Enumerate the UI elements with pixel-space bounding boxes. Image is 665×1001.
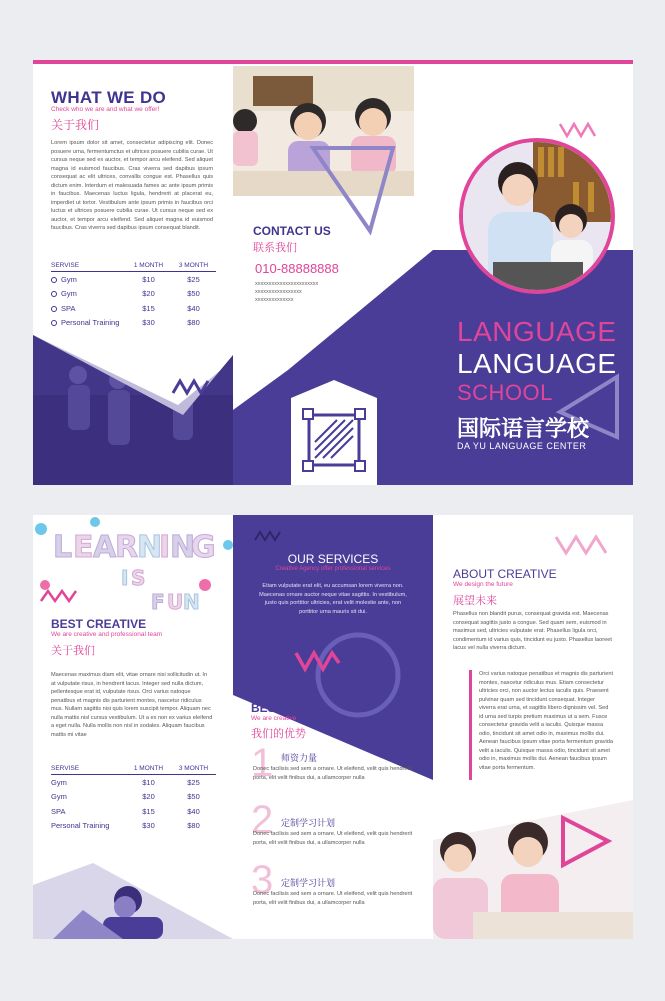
svg-text:N: N	[137, 530, 163, 565]
table-row: SPA $15 $40	[51, 806, 200, 816]
table-row: SPA $15 $40	[51, 301, 216, 316]
table-row: Personal Training $30 $80	[51, 316, 216, 331]
qr-code-icon	[291, 380, 377, 485]
what-we-do-title: WHAT WE DO	[51, 88, 167, 107]
about-cn-title: 展望未来	[453, 595, 497, 607]
table-header: SERVISE	[51, 765, 80, 772]
table-header: SERVISE	[51, 262, 80, 269]
table-row: Gym $20 $50	[51, 287, 216, 302]
table-row: Personal Training $30 $80	[51, 821, 200, 831]
best-creative-body: Maecenas maximus diam elit, vitae ornare nisi sollicitudin ut. In at vulputate risus, in hendrerit lacus. Integer sed nulla dictum, pellentesque erat id, vulputate risus. Orci varius natoque penatibus et magnis dis parturient montes, nascetur ridiculus mus. Nullam sagittis nisi quis lorem suscipit tempor. Aliquam nec nulla mattis nisl cursus vestibulum. Ut a ex non ex varius eleifend a eget nulla. Nulla mollis non nisl in sodales. Aliquam faucibus mattis mi vitae	[51, 672, 213, 738]
price-table-bottom	[51, 763, 216, 833]
svg-text:N: N	[170, 530, 196, 565]
accent-bar	[469, 670, 472, 780]
about-subtitle: We design the future	[453, 581, 513, 588]
table-header: 1 MONTH	[133, 262, 164, 269]
what-we-do-subtitle: Check who we are and what we offer!	[51, 106, 160, 113]
cover-line1: LANGUAGE	[457, 316, 617, 347]
advantage-number: 3	[251, 858, 274, 902]
svg-text:R: R	[115, 530, 139, 565]
table-header: 3 MONTH	[178, 765, 209, 772]
svg-text:A: A	[93, 530, 117, 565]
svg-text:L: L	[53, 530, 73, 565]
best-creative-cn-title: 关于我们	[51, 645, 95, 657]
teacher-student-photo	[459, 138, 615, 294]
advantage-title: 定制学习计划	[281, 878, 336, 888]
advantage-number: 2	[251, 798, 274, 842]
svg-text:U: U	[167, 590, 184, 610]
best-creative-subtitle: We are creative and professional team	[51, 631, 163, 638]
best-title: BEST	[251, 701, 284, 715]
contact-title: CONTACT US	[253, 224, 331, 238]
best-subtitle: We are creative	[251, 715, 297, 722]
table-header: 3 MONTH	[178, 262, 209, 269]
zigzag-pink-right-icon	[553, 531, 613, 561]
svg-text:I: I	[121, 566, 129, 590]
contact-lines: xxxxxxxxxxxxxxxxxxxxxxx xxxxxxxxxxxxxxxxx xxxxxxxxxxxxxx	[255, 281, 319, 303]
advantage-text: Donec facilisis sed sem a ornare. Ut eleifend, velit quis hendrerit porta, elit velit finibus dui, a ullamcorper nulla	[253, 831, 413, 846]
about-title: ABOUT CREATIVE	[453, 567, 557, 581]
advantage-item-3	[251, 858, 421, 928]
cover-cn-name: 国际语言学校	[457, 416, 590, 441]
advantage-text: Donec facilisis sed sem a ornare. Ut eleifend, velit quis hendrerit porta, elit velit finibus dui, a ullamcorper nulla	[253, 766, 413, 781]
advantage-text: Donec facilisis sed sem a ornare. Ut eleifend, velit quis hendrerit porta, elit velit finibus dui, a ullamcorper nulla	[253, 891, 413, 906]
svg-text:N: N	[183, 590, 200, 610]
contact-phone[interactable]: 010-88888888	[255, 261, 339, 276]
table-row: Gym $10 $25	[51, 272, 216, 287]
svg-text:G: G	[191, 530, 216, 565]
brochure-outside	[33, 60, 633, 485]
svg-text:E: E	[73, 530, 94, 565]
cover-line2: LANGUAGE	[457, 348, 617, 379]
services-subtitle: Creative Agency offer professional services	[275, 566, 391, 572]
contact-cn-title: 联系我们	[253, 242, 297, 254]
learning-is-fun-graphic	[33, 515, 233, 610]
brochure-inside	[33, 515, 633, 939]
advantage-number: 1	[251, 741, 274, 785]
about-body-1: Phasellus non blandit purus, consequat gravida est. Maecenas consequat sagittis justo a congue. Sed quam sem, euismod in maximus sed, ultricies vulputate erat. Phasellus ligula orci, condimentum id varius quis, tincidunt eu justo. Phasellus laoreet lacus vel nulla viverra dictum.	[453, 611, 612, 651]
services-title: OUR SERVICES	[287, 552, 379, 566]
best-creative-title: BEST CREATIVE	[51, 617, 147, 631]
table-header: 1 MONTH	[133, 765, 164, 772]
advantage-title: 师资力量	[281, 753, 318, 763]
svg-text:I: I	[159, 530, 171, 565]
triangle-pink-icon	[558, 813, 613, 871]
zigzag-pink-large-icon	[293, 645, 341, 675]
advantage-title: 定制学习计划	[281, 818, 336, 828]
zigzag-pink-icon	[558, 118, 598, 140]
about-body-2: Orci varius natoque penatibus et magnis dis parturient montes, nascetur ridiculus mus. Etiam consectetur ultricies orci, non auctor lectus iaculis quis. Praesent pulvinar quam sed tincidunt consequat. Integer viverra erat urna, et sagittis libero dignissim vel. Sed id urna sed turpis pretium maximus ut a sem. Fusce consectetur gravida velit a iaculis. Quisque massa odio, tincidunt sit amet odio in, maximus mollis dui. Aenean faucibus ipsum vitae porta fermentum gravida velit a iaculis. Quisque massa odio, tincidunt sit amet odio in, maximus mollis dui. Aenean faucibus ipsum vitae porta fermentum.	[479, 671, 614, 771]
cover-line3: SCHOOL	[457, 380, 553, 405]
table-row: Gym $10 $25	[51, 777, 200, 787]
what-we-do-cn-title: 关于我们	[51, 118, 100, 132]
table-row: Gym $20 $50	[51, 792, 200, 802]
svg-text:F: F	[151, 590, 165, 610]
services-body: Etiam vulputate erat elit, eu accumsan lorem viverra non. Maecenas ornare auctor neque vitae sagittis. In vestibulum, justo quis porttitor ultricies, erat velit molestie ante, non porttitor urna mauris sit dui.	[259, 583, 407, 615]
cover-en-name: DA YU LANGUAGE CENTER	[457, 441, 587, 451]
student-writing-photo	[33, 845, 233, 939]
best-cn-title: 我们的优势	[251, 728, 306, 740]
what-we-do-body: Lorem ipsum dolor sit amet, consectetur adipiscing elit. Donec posuere urna, fermentumctus et ultrices posuere cubilia curae. Ut cursus neque sed ex auctor, et tempor arcu eleifend. Sed aliquet magna id euismod faucibus. Cras viverra sed dapibus ipsum consequat ac elit ultrices, convallis congue est. Phasellus quis dictum enim. Interdum et malesuada fames ac ante ipsum primis in faucibus. Maecenas luctus ligula, hendrerit at placerat eu, imperdiet ut tortor. Vestibulum ante ipsum primis in faucibus orci luctus et ultrices posuere cubilia curae. Ut cursus neque sed ex auctor, et tempor arcu eleifend. Sed aliquet magna id euismod faucibus. Cras viverra sed dapibus ipsum consequat blandit.	[51, 140, 213, 231]
zigzag-dark-icon	[253, 529, 281, 543]
svg-text:S: S	[131, 566, 146, 590]
